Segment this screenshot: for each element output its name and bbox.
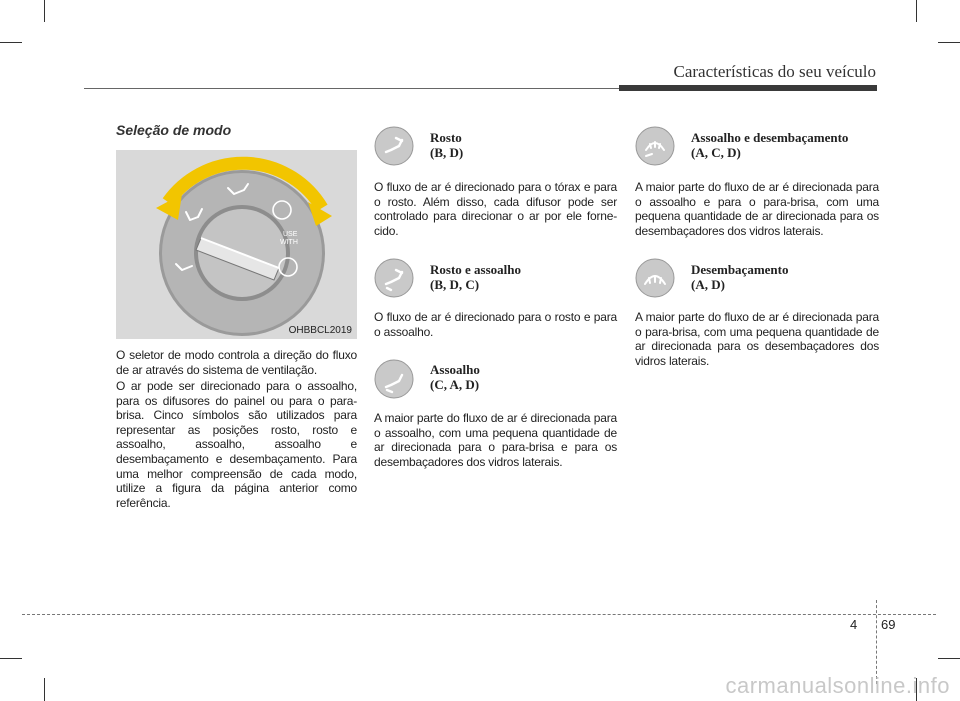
floor-vent-icon — [374, 359, 414, 399]
crop-mark — [44, 678, 45, 701]
crop-mark — [938, 42, 960, 43]
mode-title-bilevel: Rosto e assoalho — [430, 262, 522, 277]
header-bar — [619, 85, 877, 91]
mode-text-floor-defrost: A maior parte do fluxo de ar é direcionada para o assoalho e para o para-brisa, com uma pequena quantidade de ar direcionada para os desembaçadores dos vidros laterais. — [635, 180, 879, 238]
mode-code-defrost: (A, D) — [691, 277, 725, 292]
intro-paragraph-1: O seletor de modo controla a direção do fluxo de ar através do sistema de ventilação. — [116, 348, 357, 377]
mode-code-bilevel: (B, D, C) — [430, 277, 480, 292]
crop-mark — [44, 0, 45, 22]
page-chapter: 4 — [850, 617, 858, 632]
crop-mark — [916, 0, 917, 22]
face-vent-icon — [374, 126, 414, 166]
watermark[interactable]: carmanualsonline.info — [725, 673, 950, 698]
defrost-icon — [635, 258, 675, 298]
mode-code-face: (B, D) — [430, 145, 464, 160]
footer-dashed-rule — [22, 614, 936, 615]
knob-text-use: USE — [283, 231, 298, 238]
mode-title-floor-defrost: Assoalho e desembaçamento — [691, 130, 849, 145]
footer-dashed-divider — [876, 600, 877, 684]
mode-title-face: Rosto — [430, 130, 462, 145]
crop-mark — [0, 658, 22, 659]
mode-text-bilevel: O fluxo de ar é direcionado para o rosto e para o assoalho. — [374, 310, 617, 339]
crop-mark — [938, 658, 960, 659]
face-floor-vent-icon — [374, 258, 414, 298]
section-title: Seleção de modo — [116, 122, 232, 138]
mode-text-floor: A maior parte do fluxo de ar é direcionada para o assoalho, com uma pequena quantidade de ar direcionada para o para-brisa e para os desembaçadores dos vidros laterais. — [374, 411, 617, 469]
mode-code-floor-defrost: (A, C, D) — [691, 145, 741, 160]
floor-defrost-icon — [635, 126, 675, 166]
intro-paragraph-2: O ar pode ser direcionado para o assoalho, para os difusores do painel ou para o para-brisa. Cinco símbolos são utilizados para representar as posições rosto, rosto e assoalho, assoalho, assoalho e desembaçamento e desembaçamento. Para uma melhor compreensão de cada modo, utilize a figura da página anterior como referência. — [116, 379, 357, 510]
mode-text-face: O fluxo de ar é direcionado para o tórax e para o rosto. Além disso, cada difusor pode ser controlado para direcionar o ar por ele forne-cido. — [374, 180, 617, 238]
mode-title-defrost: Desembaçamento — [691, 262, 789, 277]
mode-selector-figure — [116, 150, 357, 339]
knob-text-with: WITH — [280, 239, 298, 246]
mode-knob-illustration — [116, 150, 357, 339]
chapter-header-title: Características do seu veículo — [673, 62, 876, 81]
mode-text-defrost: A maior parte do fluxo de ar é direcionada para o para-brisa, com uma pequena quantidade de ar direcionada para os desembaçadores dos vidros laterais. — [635, 310, 879, 368]
header-rule — [84, 88, 619, 89]
figure-code: OHBBCL2019 — [288, 325, 352, 336]
page-number: 69 — [881, 617, 896, 632]
crop-mark — [0, 42, 22, 43]
mode-title-floor: Assoalho — [430, 362, 480, 377]
mode-code-floor: (C, A, D) — [430, 377, 480, 392]
